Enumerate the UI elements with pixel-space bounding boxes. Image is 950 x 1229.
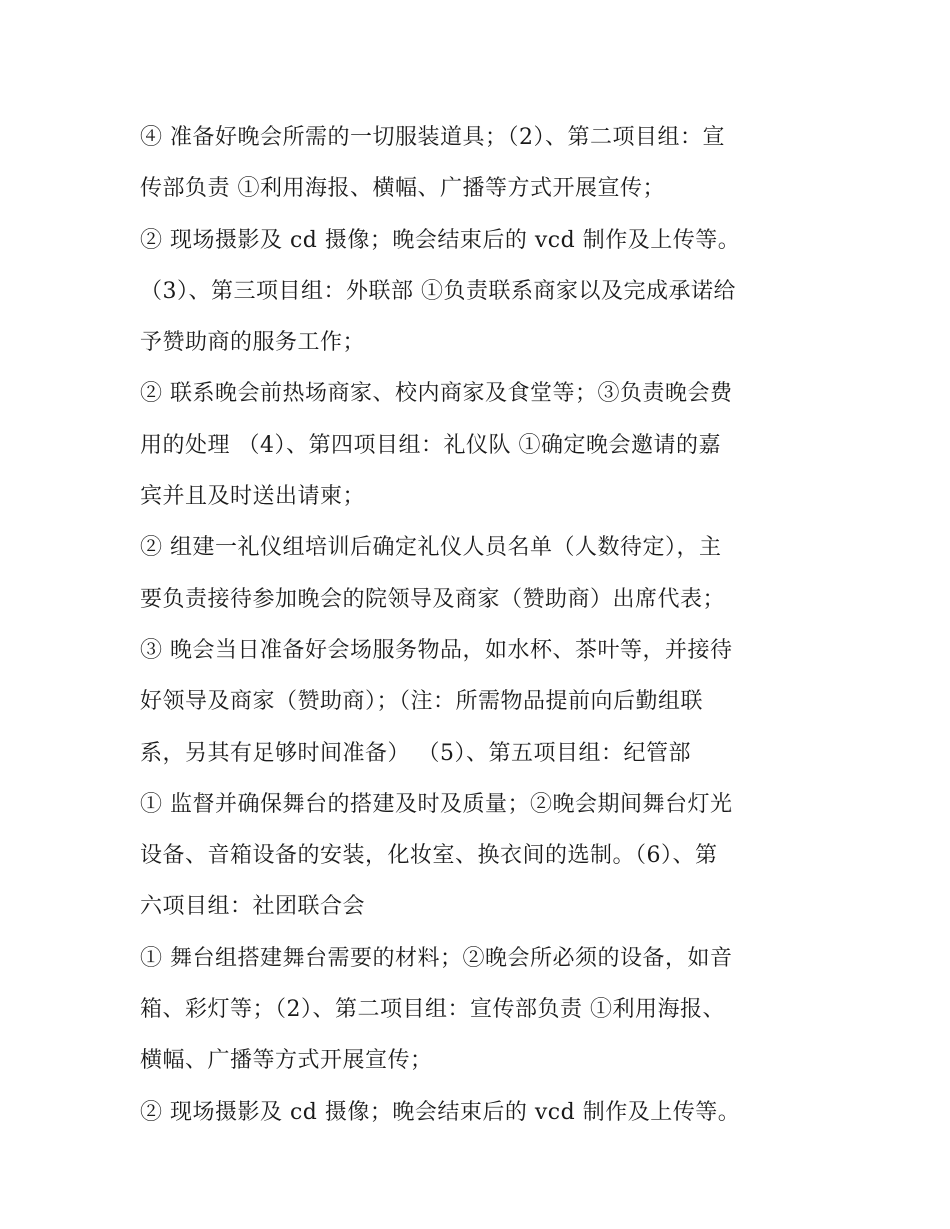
text-line: ④ 准备好晚会所需的一切服装道具；（2）、第二项目组：宣: [140, 125, 725, 150]
text-line: 用的处理 （4）、第四项目组：礼仪队 ①确定晚会邀请的嘉: [140, 432, 721, 458]
text-line: ② 组建一礼仪组培训后确定礼仪人员名单（人数待定），主: [140, 535, 722, 561]
text-line: ① 舞台组搭建舞台需要的材料；②晚会所必须的设备，如音: [140, 945, 733, 971]
text-line: 宾并且及时送出请柬；: [140, 484, 366, 510]
text-line: ① 监督并确保舞台的搭建及时及质量；②晚会期间舞台灯光: [140, 791, 733, 817]
text-line: ② 联系晚会前热场商家、校内商家及食堂等；③负责晚会费: [140, 381, 733, 407]
text-line: 好领导及商家（赞助商）；（注：所需物品提前向后勤组联: [140, 689, 704, 715]
text-line: ② 现场摄影及 cd 摄像；晚会结束后的 vcd 制作及上传等。: [140, 1099, 741, 1125]
text-line: （3）、第三项目组：外联部 ①负责联系商家以及完成承诺给: [140, 278, 736, 304]
text-line: 箱、彩灯等；（2）、第二项目组：宣传部负责 ①利用海报、: [140, 997, 725, 1023]
text-line: ② 现场摄影及 cd 摄像；晚会结束后的 vcd 制作及上传等。: [140, 227, 741, 253]
text-line: 横幅、广播等方式开展宣传；: [140, 1048, 433, 1074]
body-text: [140, 112, 820, 1138]
text-line: 六项目组：社团联合会: [140, 894, 366, 920]
text-line: 系，另其有足够时间准备） （5）、第五项目组：纪管部: [140, 740, 691, 766]
text-line: 设备、音箱设备的安装，化妆室、换衣间的选制。（6）、第: [140, 843, 718, 869]
text-line: 传部负责 ①利用海报、横幅、广播等方式开展宣传；: [140, 176, 665, 202]
text-line: 要负责接待参加晚会的院领导及商家（赞助商）出席代表；: [140, 586, 726, 612]
text-line: 予赞助商的服务工作；: [140, 330, 366, 356]
text-line: ③ 晚会当日准备好会场服务物品，如水杯、茶叶等，并接待: [140, 637, 733, 663]
